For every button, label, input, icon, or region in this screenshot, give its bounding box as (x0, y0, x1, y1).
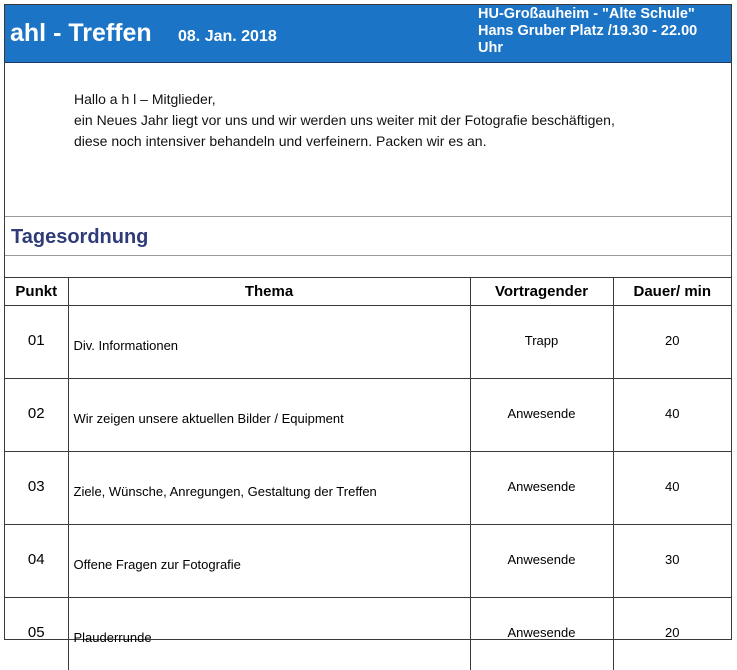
item-duration: 20 (613, 598, 731, 670)
header-banner (5, 5, 731, 63)
item-number: 03 (5, 452, 68, 525)
event-title: ahl - Treffen (10, 19, 152, 48)
table-row (5, 598, 731, 670)
section-divider (5, 216, 731, 217)
item-duration: 40 (613, 379, 731, 452)
item-number: 04 (5, 525, 68, 598)
intro-text (74, 89, 615, 152)
intro-line: ein Neues Jahr liegt vor uns und wir werden uns weiter mit der Fotografie beschäftigen, (74, 110, 615, 131)
item-speaker: Anwesende (470, 525, 613, 598)
event-date: 08. Jan. 2018 (178, 28, 277, 46)
table-row (5, 306, 731, 379)
intro-line: Hallo a h l – Mitglieder, (74, 89, 615, 110)
location-line: Uhr (478, 40, 728, 57)
agenda-title: Tagesordnung (11, 226, 148, 249)
item-speaker: Anwesende (470, 598, 613, 670)
item-speaker: Anwesende (470, 452, 613, 525)
column-header-thema: Thema (68, 278, 470, 306)
column-header-dauer: Dauer/ min (613, 278, 731, 306)
item-topic: Wir zeigen unsere aktuellen Bilder / Equipment (68, 379, 470, 452)
table-row (5, 452, 731, 525)
column-header-vortragender: Vortragender (470, 278, 613, 306)
item-topic: Div. Informationen (68, 306, 470, 379)
column-header-punkt: Punkt (5, 278, 68, 306)
agenda-table (5, 277, 731, 670)
item-speaker: Trapp (470, 306, 613, 379)
document-sheet (4, 4, 732, 640)
item-number: 05 (5, 598, 68, 670)
item-speaker: Anwesende (470, 379, 613, 452)
item-duration: 30 (613, 525, 731, 598)
item-topic: Offene Fragen zur Fotografie (68, 525, 470, 598)
location-line: Hans Gruber Platz /19.30 - 22.00 (478, 23, 728, 40)
table-row (5, 379, 731, 452)
item-number: 02 (5, 379, 68, 452)
item-number: 01 (5, 306, 68, 379)
intro-line: diese noch intensiver behandeln und verfeinern. Packen wir es an. (74, 131, 615, 152)
event-location (478, 6, 728, 57)
item-duration: 40 (613, 452, 731, 525)
table-row (5, 525, 731, 598)
item-topic: Plauderrunde (68, 598, 470, 670)
table-header-row (5, 278, 731, 306)
item-topic: Ziele, Wünsche, Anregungen, Gestaltung der Treffen (68, 452, 470, 525)
item-duration: 20 (613, 306, 731, 379)
section-divider (5, 255, 731, 256)
location-line: HU-Großauheim - "Alte Schule" (478, 6, 728, 23)
